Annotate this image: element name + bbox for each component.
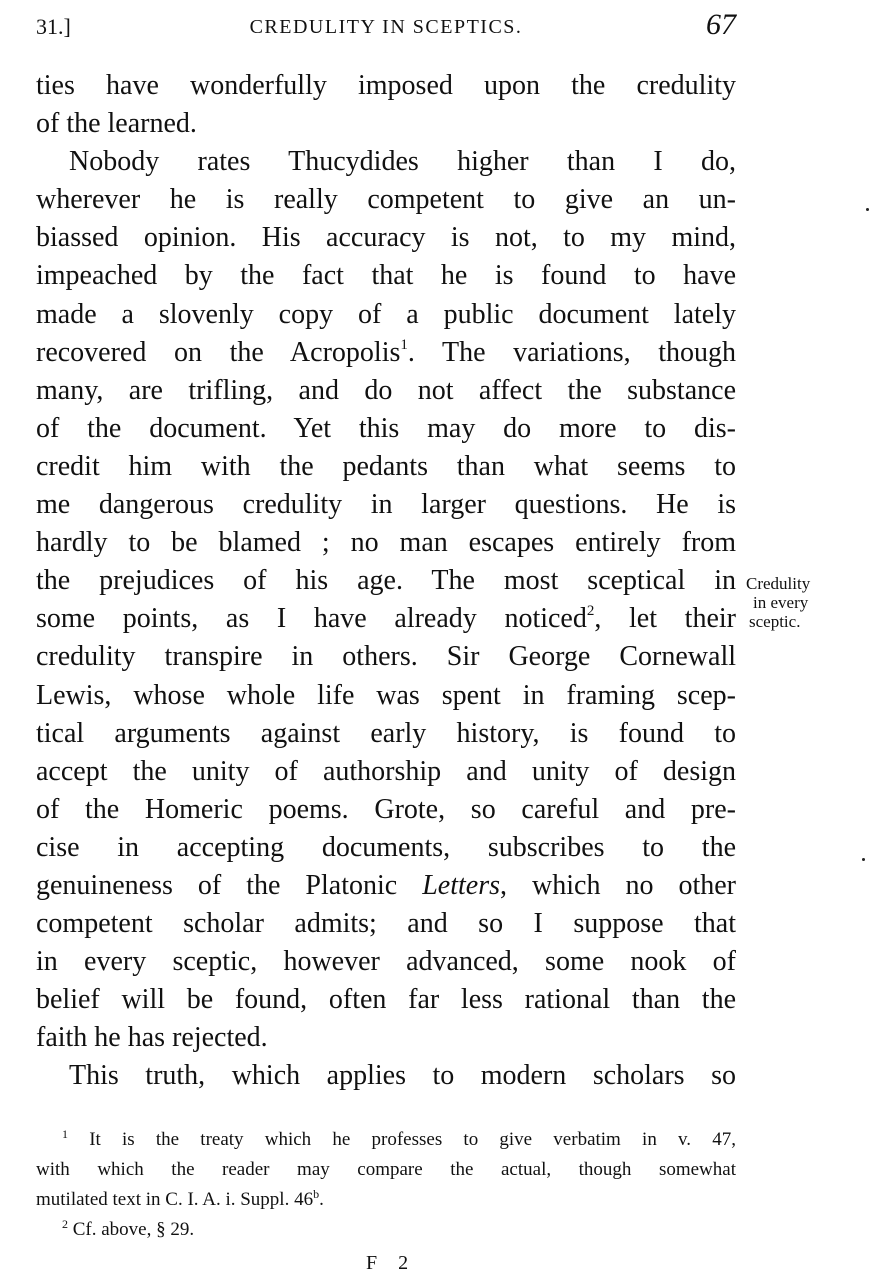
text-line: made a slovenly copy of a public document lately: [36, 298, 736, 330]
text-line: of the learned.: [36, 108, 197, 140]
text-line: tical arguments against early history, is found to: [36, 717, 736, 749]
footnote-marker: 1: [62, 1127, 68, 1141]
text-line: the prejudices of his age. The most sceptical in: [36, 565, 736, 597]
text-line: [36, 334, 736, 372]
section-number: 31.]: [36, 14, 71, 39]
footnote-1-line: with which the reader may compare the actual, though somewhat: [36, 1159, 736, 1180]
margin-note-line: sceptic.: [749, 612, 801, 631]
text-segment: genuineness of the Platonic: [36, 869, 398, 901]
running-head: [36, 6, 736, 44]
footnote-marker: 2: [62, 1217, 68, 1231]
text-line: cise in accepting documents, subscribes to the: [36, 831, 736, 863]
body-text: [36, 67, 736, 1096]
text-line: in every sceptic, however advanced, some nook of: [36, 946, 736, 978]
margin-note-line: Credulity: [746, 574, 811, 593]
text-segment: recovered on the Acropolis: [36, 336, 401, 368]
text-line: [36, 867, 736, 905]
print-speck: [866, 208, 869, 211]
text-segment: , which no other: [500, 869, 736, 901]
signature-mark: F 2: [366, 1252, 417, 1274]
text-line: of the Homeric poems. Grote, so careful and pre-: [36, 793, 736, 825]
text-line: biassed opinion. His accuracy is not, to my mind,: [36, 222, 736, 254]
footnote-text: Cf. above, § 29.: [72, 1219, 195, 1240]
text-segment: , let their: [594, 603, 736, 635]
footnote-1-line: [36, 1185, 736, 1215]
text-line: accept the unity of authorship and unity of design: [36, 755, 736, 787]
text-line: hardly to be blamed ; no man escapes entirely from: [36, 527, 736, 559]
footnote-ref-1[interactable]: 1: [400, 336, 408, 353]
text-line: me dangerous credulity in larger questions. He is: [36, 489, 736, 521]
footnote-text: .: [319, 1189, 324, 1210]
footnote-text: mutilated text in C. I. A. i. Suppl. 46: [36, 1189, 314, 1210]
text-segment: . The variations, though: [407, 336, 737, 368]
text-line: Lewis, whose whole life was spent in framing scep-: [36, 679, 736, 711]
text-line: This truth, which applies to modern scholars so: [69, 1060, 736, 1092]
footnote-text: It is the treaty which he professes to give verbatim in v. 47,: [89, 1129, 736, 1150]
text-line: ties have wonderfully imposed upon the credulity: [36, 70, 736, 101]
text-line: Nobody rates Thucydides higher than I do,: [69, 146, 736, 178]
text-line: [36, 600, 736, 638]
running-title: CREDULITY IN SCEPTICS.: [249, 16, 523, 38]
text-line: many, are trifling, and do not affect the substance: [36, 374, 736, 406]
text-segment: some points, as I have already noticed: [36, 603, 587, 635]
footnote-superscript: b: [313, 1187, 320, 1201]
margin-note-line: in every: [753, 593, 809, 612]
text-line: credit him with the pedants than what seems to: [36, 450, 736, 482]
italic-title: Letters: [422, 869, 500, 901]
footnote-1-line: [36, 1125, 736, 1155]
text-line: of the document. Yet this may do more to dis-: [36, 412, 736, 444]
margin-note: [746, 574, 864, 631]
text-line: wherever he is really competent to give an un-: [36, 184, 736, 216]
text-line: impeached by the fact that he is found to have: [36, 260, 736, 292]
text-line: belief will be found, often far less rational than the: [36, 984, 736, 1016]
page-number: 67: [706, 8, 736, 41]
text-line: competent scholar admits; and so I suppose that: [36, 908, 736, 940]
footnote-2-line: [36, 1215, 736, 1245]
footnotes: [36, 1125, 736, 1245]
text-line: credulity transpire in others. Sir George Cornewall: [36, 641, 736, 673]
footnote-ref-2[interactable]: 2: [586, 603, 595, 620]
text-line: faith he has rejected.: [36, 1022, 268, 1054]
print-speck: [862, 858, 865, 861]
